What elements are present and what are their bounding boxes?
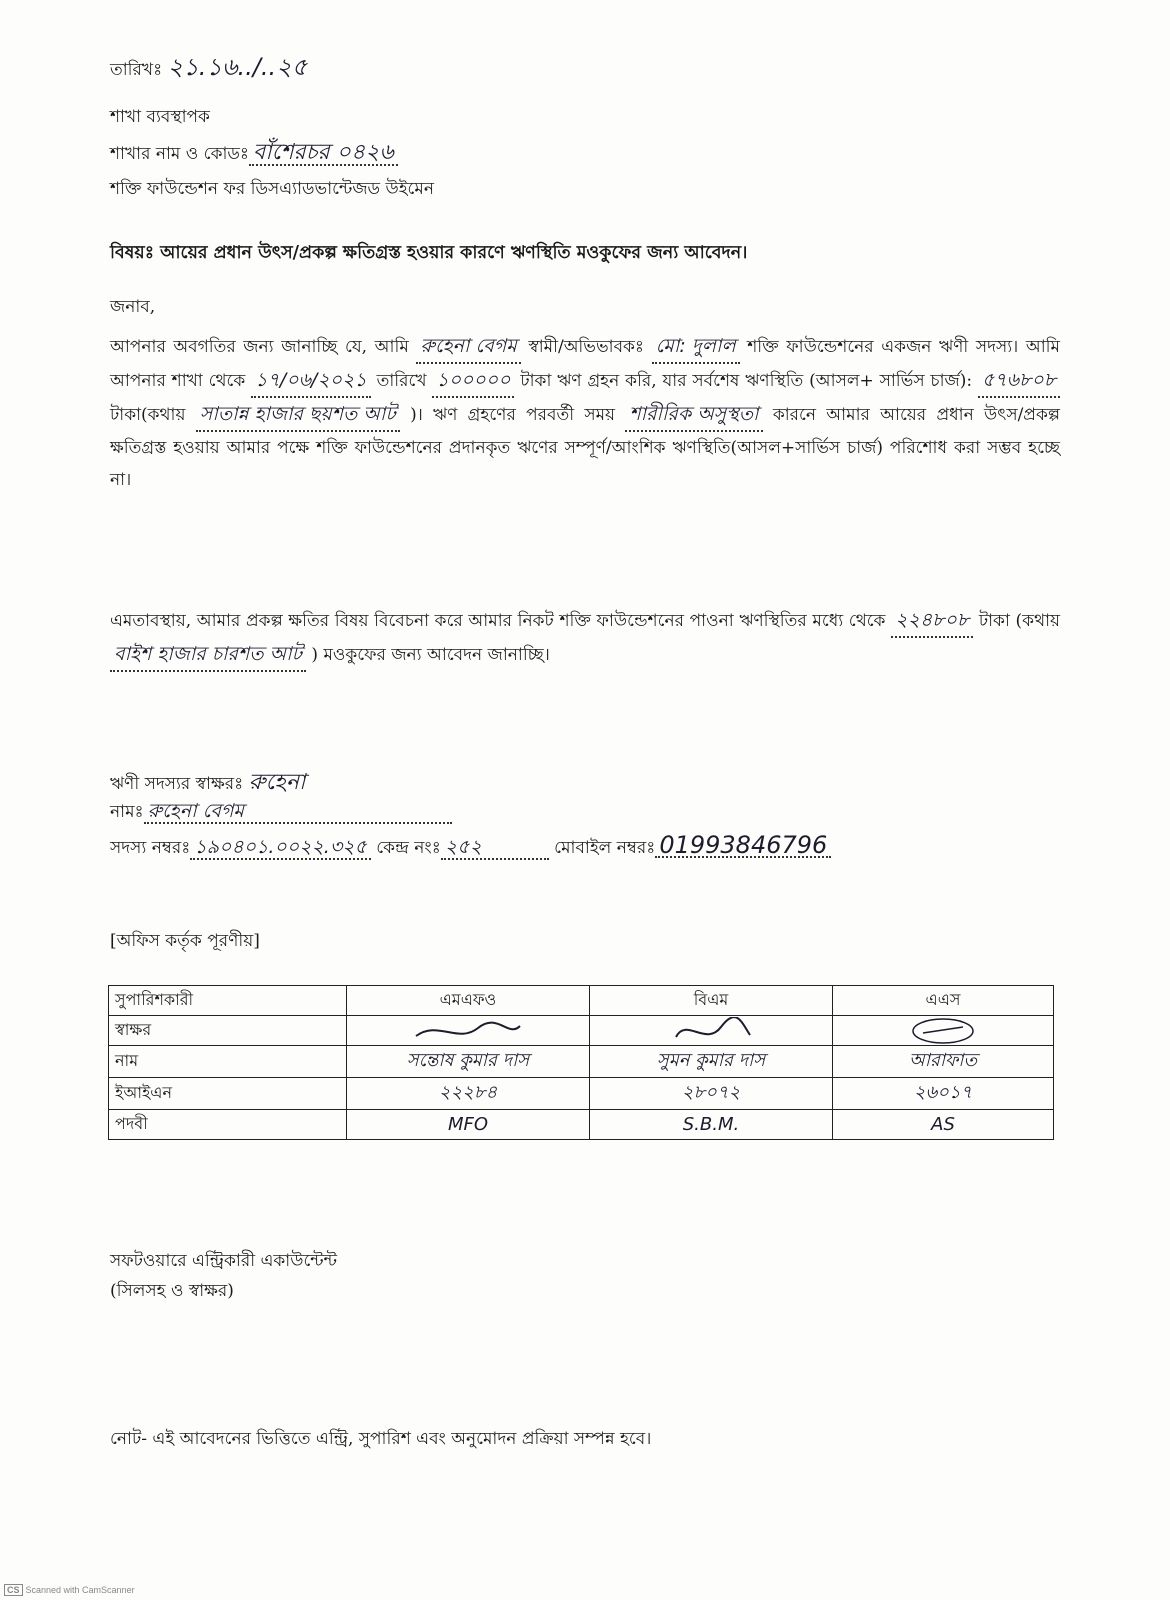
accountant-title: সফটওয়ারে এন্ট্রিকারী একাউন্টেন্ট [110,1251,338,1271]
seal-stamp-icon [898,1017,988,1045]
applicant-name-line [110,800,452,824]
member-no-label: সদস্য নম্বরঃ [110,838,191,858]
waiver-amount-field: ২২৪৮০৮ [891,604,973,638]
office-table [108,985,1054,1140]
office-row-designation [109,1110,1054,1140]
organization-name: শক্তি ফাউন্ডেশন ফর ডিসএ্যাডভান্টেজড উইমেন [110,179,434,199]
p1-text-g: )। ঋণ গ্রহণের পরবর্তী সময় [410,405,616,425]
member-no-value: ১৯০৪০১.০০২২.৩২৫ [190,836,371,860]
member-name-field: রুহেনা বেগম [416,330,520,364]
office-row-name [109,1046,1054,1078]
member-details-line [110,831,831,860]
office-row-label: স্বাক্ষর [109,1016,347,1046]
as-signature-seal [833,1016,1054,1046]
center-value: ২৫২ [441,836,549,860]
loan-amount-field: ১০০০০০ [432,364,514,398]
bm-ein: ২৮০৭২ [590,1078,833,1110]
salutation: জনাব, [110,297,156,317]
office-row-ein [109,1078,1054,1110]
scanner-text: Scanned with CamScanner [25,1585,135,1595]
p2-text-b: টাকা (কথায় [978,611,1061,631]
footer-note: নোট- এই আবেদনের ভিত্তিতে এন্ট্রি, সুপারিশ এবং অনুমোদন প্রক্রিয়া সম্পন্ন হবে। [110,1429,652,1449]
center-label: কেন্দ্র নংঃ [376,838,441,858]
mobile-value: 01993846796 [655,834,831,858]
p1-text-h: কারনে আমার আয়ের প্রধান উৎস/প্রকল্প ক্ষতিগ্রস্ত হওয়ায় আমার পক্ষে শক্তি ফাউন্ডেশনের প্রদানকৃত ঋণের সম্পূর্ণ/আংশিক ঋণস্থিতি(আসল+সার্ভিস চার্জ) পরিশোধ করা সম্ভব হচ্ছে না। [110,405,1061,490]
outstanding-field: ৫৭৬৮০৮ [978,364,1060,398]
office-col-bm: বিএম [590,986,833,1016]
branch-line [110,142,398,166]
date-label: তারিখঃ [110,60,163,80]
camscanner-icon: CS [4,1584,23,1596]
office-row-label: পদবী [109,1110,347,1140]
applicant-name-value: রুহেনা বেগম [144,800,452,824]
as-name: আরাফাত [833,1046,1054,1078]
reason-field: শারীরিক অসুস্থতা [625,398,762,432]
p1-text-a: আপনার অবগতির জন্য জানাচ্ছি যে, আমি [110,337,409,357]
subject-line: বিষয়ঃ আয়ের প্রধান উৎস/প্রকল্প ক্ষতিগ্রস্ত হওয়ার কারণে ঋণস্থিতি মওকুফের জন্য আবেদন। [110,243,748,263]
p2-text-a: এমতাবস্থায়, আমার প্রকল্প ক্ষতির বিষয় বিবেচনা করে আমার নিকট শক্তি ফাউন্ডেশনের পাওনা ঋণস্থিতির মধ্যে থেকে [110,611,886,631]
branch-label: শাখার নাম ও কোডঃ [110,144,249,164]
office-row-label: ইআইএন [109,1078,347,1110]
applicant-signature: রুহেনা [248,770,306,795]
office-row-signature [109,1016,1054,1046]
office-table-header [109,986,1054,1016]
bm-name: সুমন কুমার দাস [590,1046,833,1078]
p2-text-c: ) মওকুফের জন্য আবেদন জানাচ্ছি। [311,645,550,665]
loan-date-field: ১৭/০৬/২০২১ [251,364,371,398]
bm-signature [590,1016,833,1046]
p1-text-d: তারিখে [376,371,427,391]
body-paragraph-2 [110,604,1060,672]
branch-value: বাঁশেরচর ০৪২৬ [249,142,398,166]
office-col-recommender: সুপারিশকারী [109,986,347,1016]
applicant-name-label: নামঃ [110,802,144,822]
p1-text-f: টাকা(কথায় [110,405,186,425]
bm-designation: S.B.M. [590,1110,833,1140]
mfo-ein: ২২২৮৪ [347,1078,590,1110]
signature-scribble-icon [666,1017,756,1045]
office-col-mfo: এমএফও [347,986,590,1016]
outstanding-words-field: সাতান্ন হাজার ছয়শত আট [196,398,400,432]
as-ein: ২৬০১৭ [833,1078,1054,1110]
applicant-signature-line [110,772,305,795]
p1-text-c: শক্তি ফাউন্ডেশনের একজন ঋণী সদস্য। আমি আপনার শাখা থেকে [110,337,1060,391]
scanner-watermark [4,1584,135,1596]
accountant-note: (সিলসহ ও স্বাক্ষর) [110,1281,234,1301]
recipient-title: শাখা ব্যবস্থাপক [110,107,210,127]
office-col-as: এএস [833,986,1054,1016]
signature-scribble-icon [408,1018,528,1044]
mobile-label: মোবাইল নম্বরঃ [554,838,656,858]
mfo-designation: MFO [347,1110,590,1140]
applicant-signature-label: ঋণী সদস্যর স্বাক্ষরঃ [110,774,244,794]
as-designation: AS [833,1110,1054,1140]
date-line [110,53,308,81]
office-row-label: নাম [109,1046,347,1078]
p1-text-b: স্বামী/অভিভাবকঃ [528,337,644,357]
p1-text-e: টাকা ঋণ গ্রহন করি, যার সর্বশেষ ঋণস্থিতি (আসল+ সার্ভিস চার্জ): [520,371,973,391]
mfo-signature [347,1016,590,1046]
guardian-name-field: মো: দুলাল [652,330,740,364]
mfo-name: সন্তোষ কুমার দাস [347,1046,590,1078]
waiver-words-field: বাইশ হাজার চারশত আট [110,638,306,672]
date-value: ২১.১৬../..২৫ [167,53,308,81]
office-caption: [অফিস কর্তৃক পূরণীয়] [110,931,260,951]
body-paragraph-1 [110,330,1060,496]
